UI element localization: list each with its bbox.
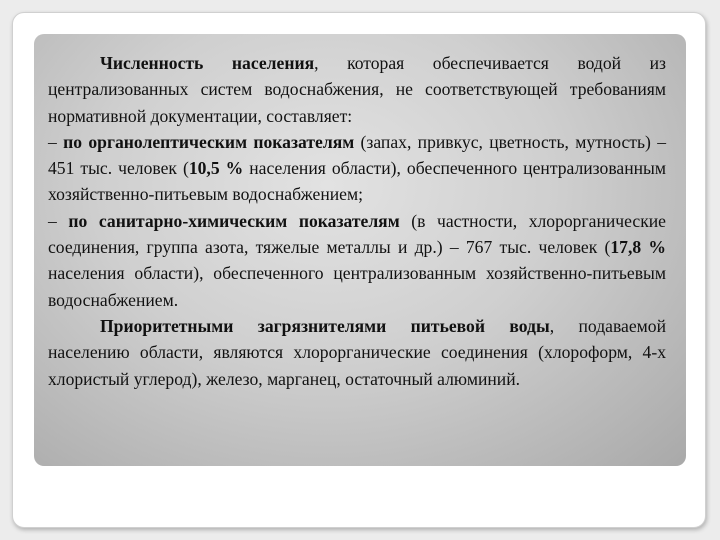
slide-text <box>48 50 666 392</box>
bold-percentage: 17,8 % <box>610 237 666 258</box>
bold-phrase: по санитарно-химическим показателям <box>68 210 400 231</box>
list-item-text: населения области), обеспеченного централизованным хозяйственно-питьевым водоснабжением. <box>48 263 666 310</box>
list-item-text: (в частности, хлорорганические соединения, группа азота, тяжелые металлы и др.) – 767 тыс. человек ( <box>48 210 666 258</box>
list-dash: – <box>48 210 69 231</box>
bold-percentage: 10,5 % <box>188 158 244 179</box>
bold-heading-phrase: Приоритетными загрязнителями питьевой воды <box>100 315 550 336</box>
paragraph-text: , которая обеспечивается водой из централизованных систем водоснабжения, не соответствующей требованиям нормативной документации, составляет: <box>48 53 666 126</box>
bold-phrase: по органолептическим показателям <box>63 131 355 152</box>
paragraph-text: , подаваемой населению области, являются хлорорганические соединения (хлороформ, 4-х хлористый углерод), железо, марганец, остаточный алюминий. <box>48 315 666 389</box>
list-dash: – <box>48 131 64 152</box>
bold-heading-phrase: Численность населения <box>100 53 315 73</box>
list-item-organoleptic <box>48 129 666 208</box>
list-item-sanitary-chemical <box>48 208 666 313</box>
paragraph-priority-pollutants <box>48 313 666 392</box>
list-item-text: (запах, привкус, цветность, мутность) – 451 тыс. человек ( <box>48 131 666 179</box>
list-item-text: населения области), обеспеченного централизованным хозяйственно-питьевым водоснабжением; <box>48 158 666 205</box>
paragraph-population-count <box>48 50 666 129</box>
